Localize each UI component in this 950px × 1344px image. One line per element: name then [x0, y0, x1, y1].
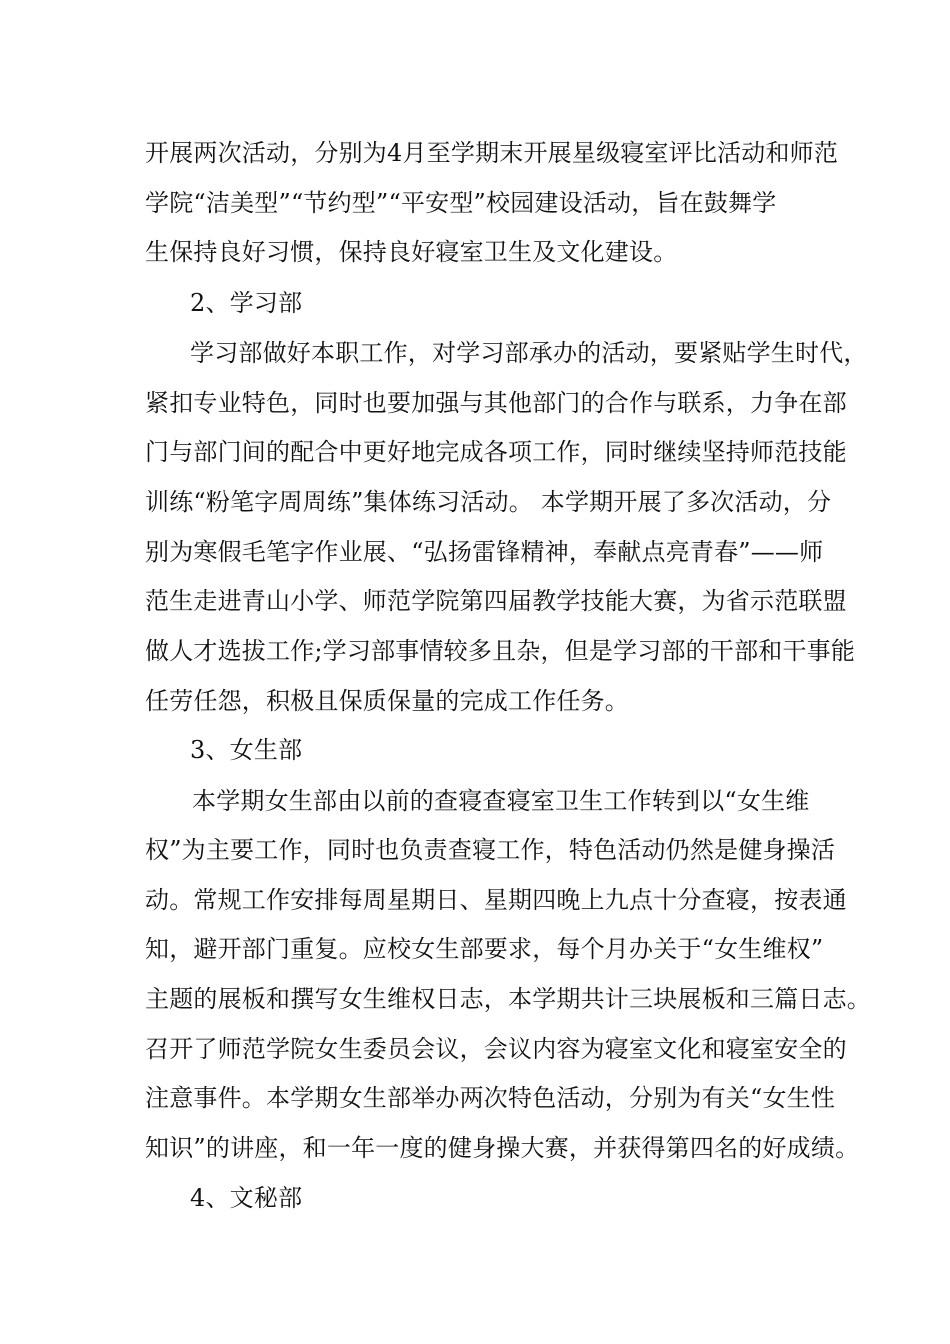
paragraph-line: 注意事件。本学期女生部举办两次特色活动，分别为有关“女生性: [145, 1084, 836, 1112]
paragraph-line: 开展两次活动，分别为4月至学期末开展星级寝室评比活动和师范: [145, 139, 839, 167]
section-heading-girls-dept: 3、女生部: [190, 736, 303, 764]
paragraph-line: 召开了师范学院女生委员会议，会议内容为寝室文化和寝室安全的: [145, 1035, 847, 1063]
paragraph-line: 范生走进青山小学、师范学院第四届教学技能大赛，为省示范联盟: [145, 587, 847, 615]
paragraph-line: 动。常规工作安排每周星期日、星期四晚上九点十分查寝，按表通: [145, 886, 847, 914]
paragraph-line: 门与部门间的配合中更好地完成各项工作，同时继续坚持师范技能: [145, 438, 847, 466]
paragraph-line: 权”为主要工作，同时也负责查寝工作，特色活动仍然是健身操活: [145, 836, 836, 864]
paragraph-line: 本学期女生部由以前的查寝查寝室卫生工作转到以“女生维: [192, 787, 810, 815]
section-heading-secretary-dept: 4、文秘部: [190, 1184, 303, 1212]
section-heading-study-dept: 2、学习部: [190, 289, 303, 317]
paragraph-line: 训练“粉笔字周周练”集体练习活动。 本学期开展了多次活动，分: [145, 488, 832, 516]
paragraph-line: 别为寒假毛笔字作业展、“弘扬雷锋精神，奉献点亮青春”——师: [145, 538, 824, 566]
paragraph-line: 主题的展板和撰写女生维权日志，本学期共计三块展板和三篇日志。: [145, 985, 871, 1013]
paragraph-line: 生保持良好习惯，保持良好寝室卫生及文化建设。: [145, 238, 678, 266]
paragraph-line: 做人才选拔工作;学习部事情较多且杂，但是学习部的干部和干事能: [145, 637, 856, 665]
paragraph-line: 紧扣专业特色，同时也要加强与其他部门的合作与联系，力争在部: [145, 389, 847, 417]
paragraph-line: 任劳任怨，积极且保质保量的完成工作任务。: [145, 687, 629, 715]
paragraph-line: 学习部做好本职工作，对学习部承办的活动，要紧贴学生时代，: [190, 339, 868, 367]
paragraph-line: 知识”的讲座，和一年一度的健身操大赛，并获得第四名的好成绩。: [145, 1134, 860, 1162]
paragraph-line: 知，避开部门重复。应校女生部要求，每个月办关于“女生维权”: [145, 935, 824, 963]
paragraph-line: 学院“洁美型”“节约型”“平安型”校园建设活动，旨在鼓舞学: [145, 189, 777, 217]
